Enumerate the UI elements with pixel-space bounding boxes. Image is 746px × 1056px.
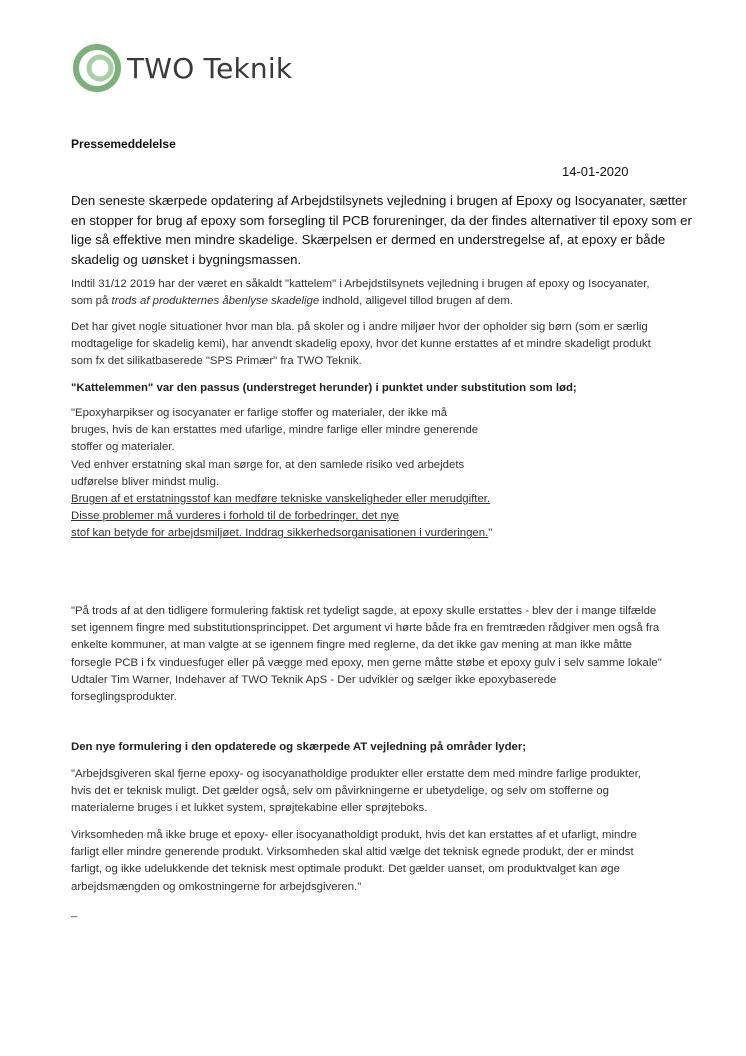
quote-line: Virksomheden må ikke bruge et epoxy- eller isocyanatholdigt produkt, hvis det kan erstattes af et ufarligt, mindre <box>71 829 637 841</box>
quote-line: stoffer og materialer. <box>71 441 175 454</box>
logo-ring-icon <box>73 44 121 92</box>
quote-line: bruges, hvis de kan erstattes med ufarlige, mindre farlige eller mindre generende <box>71 424 479 437</box>
italic-text: trods af produkternes åbenlyse skadelige <box>111 295 320 308</box>
quote-line-underlined <box>71 508 686 525</box>
paragraph-line: Indtil 31/12 2019 har der været en såkaldt "kattelem" i Arbejdstilsynets vejledning i brugen af epoxy og Isocyanater, <box>71 278 650 290</box>
paragraph-line: som fx det silikatbaserede "SPS Primær" fra TWO Teknik. <box>71 355 362 368</box>
underlined-text: stof kan betyde for arbejdsmiljøet. Inddrag sikkerhedsorganisationen i vurderingen. <box>71 527 489 540</box>
lead-line: Den seneste skærpede opdatering af Arbejdstilsynets vejledning i brugen af Epoxy og Isocyanater, sætter <box>71 193 687 208</box>
paragraph-line: forseglingsprodukter. <box>71 691 177 704</box>
lead-line: skadelig og uønsket i bygningsmassen. <box>71 251 302 267</box>
company-logo <box>73 44 292 92</box>
subheading-new-formulation: Den nye formulering i den opdaterede og skærpede AT vejledning på områder lyder; <box>71 741 527 753</box>
subheading-kattelemmen: "Kattelemmen" var den passus (understreget herunder) i punktet under substitution som lød; <box>71 382 577 394</box>
paragraph-situations <box>71 319 686 371</box>
paragraph-line: Udtaler Tim Warner, Indehaver af TWO Teknik ApS - Der udvikler og sælger ikke epoxybaserede <box>71 673 557 686</box>
document-date: 14-01-2020 <box>562 164 629 179</box>
underlined-text: Disse problemer må vurderes i forhold til de forbedringer, det nye <box>71 510 399 523</box>
logo-brand-text: TWO Teknik <box>127 51 293 85</box>
paragraph-line: set igennem fingre med substitutionsprincippet. Det argument vi hørte både fra en fremtræden rådgiver men også fra <box>71 622 660 635</box>
quote-line: "Arbejdsgiveren skal fjerne epoxy- og isocyanatholdige produkter eller erstatte dem med mindre farlige produkter, <box>71 768 642 780</box>
quote-line: "Epoxyharpikser og isocyanater er farlige stoffer og materialer, der ikke må <box>71 407 448 419</box>
quote-line: arbejdsmængden og omkostningerne for arbejdsgiveren." <box>71 880 362 893</box>
end-mark: _ <box>71 906 78 918</box>
quote-new-guidance-2 <box>71 827 686 896</box>
quote-line-underlined <box>71 525 686 542</box>
underlined-text: Brugen af et erstatningsstof kan medføre tekniske vanskeligheder eller merudgifter. <box>71 493 491 506</box>
closing-quote: " <box>488 527 493 540</box>
paragraph-line: Det har givet nogle situationer hvor man bla. på skoler og i andre miljøer hvor der opholder sig børn (som er særlig <box>71 321 648 333</box>
paragraph-statement <box>71 603 686 706</box>
quote-line: Ved enhver erstatning skal man sørge for, at den samlede risiko ved arbejdets <box>71 458 465 471</box>
quote-line: materialerne bruges i et lukket system, sprøjtekabine eller sprøjteboks. <box>71 802 428 815</box>
quote-line: farligt, og ikke udelukkende det teknisk mest optimale produkt. Det gælder uanset, om produktvalget kan øge <box>71 863 620 876</box>
quote-old-guidance <box>71 405 686 543</box>
paragraph-line: forsegle PCB i fx vinduesfuger eller på vægge med epoxy, men gerne måtte støbe et epoxy gulv i selv samme lokale" <box>71 656 662 669</box>
lead-paragraph <box>71 191 692 269</box>
paragraph-kattelem <box>71 276 686 310</box>
lead-line: lige så effektive men mindre skadelige. Skærpelsen er dermed en understregelse af, at epoxy er både <box>71 232 666 247</box>
quote-line-underlined <box>71 491 686 508</box>
document-heading: Pressemeddelelse <box>71 137 176 151</box>
paragraph-line: "På trods af at den tidligere formulering faktisk ret tydeligt sagde, at epoxy skulle erstattes - blev der i mange tilfælde <box>71 605 657 617</box>
quote-line: udførelse bliver mindst mulig. <box>71 475 220 488</box>
paragraph-line: enkelte kommuner, at man valgte at se igennem fingre med reglerne, da det ikke gav mening at man ikke måtte <box>71 639 632 652</box>
text-span: indhold, alligevel tillod brugen af dem. <box>319 295 513 308</box>
paragraph-line <box>71 293 686 310</box>
quote-line: farligt eller mindre generende produkt. Virksomheden skal altid vælge det teknisk egnede produkt, der er mindst <box>71 846 634 859</box>
lead-line: en stopper for brug af epoxy som forsegling til PCB forureninger, da der findes alternativer til epoxy som er <box>71 212 692 228</box>
quote-new-guidance-1 <box>71 766 686 818</box>
quote-line: hvis det er teknisk muligt. Det gælder også, selv om påvirkningerne er ubetydelige, og selv om stofferne og <box>71 785 609 798</box>
paragraph-line: modtagelige for skadelig kemi), har anvendt skadelig epoxy, hvor det kunne erstattes af et mindre skadeligt produkt <box>71 338 651 351</box>
text-span: som på <box>71 295 112 308</box>
